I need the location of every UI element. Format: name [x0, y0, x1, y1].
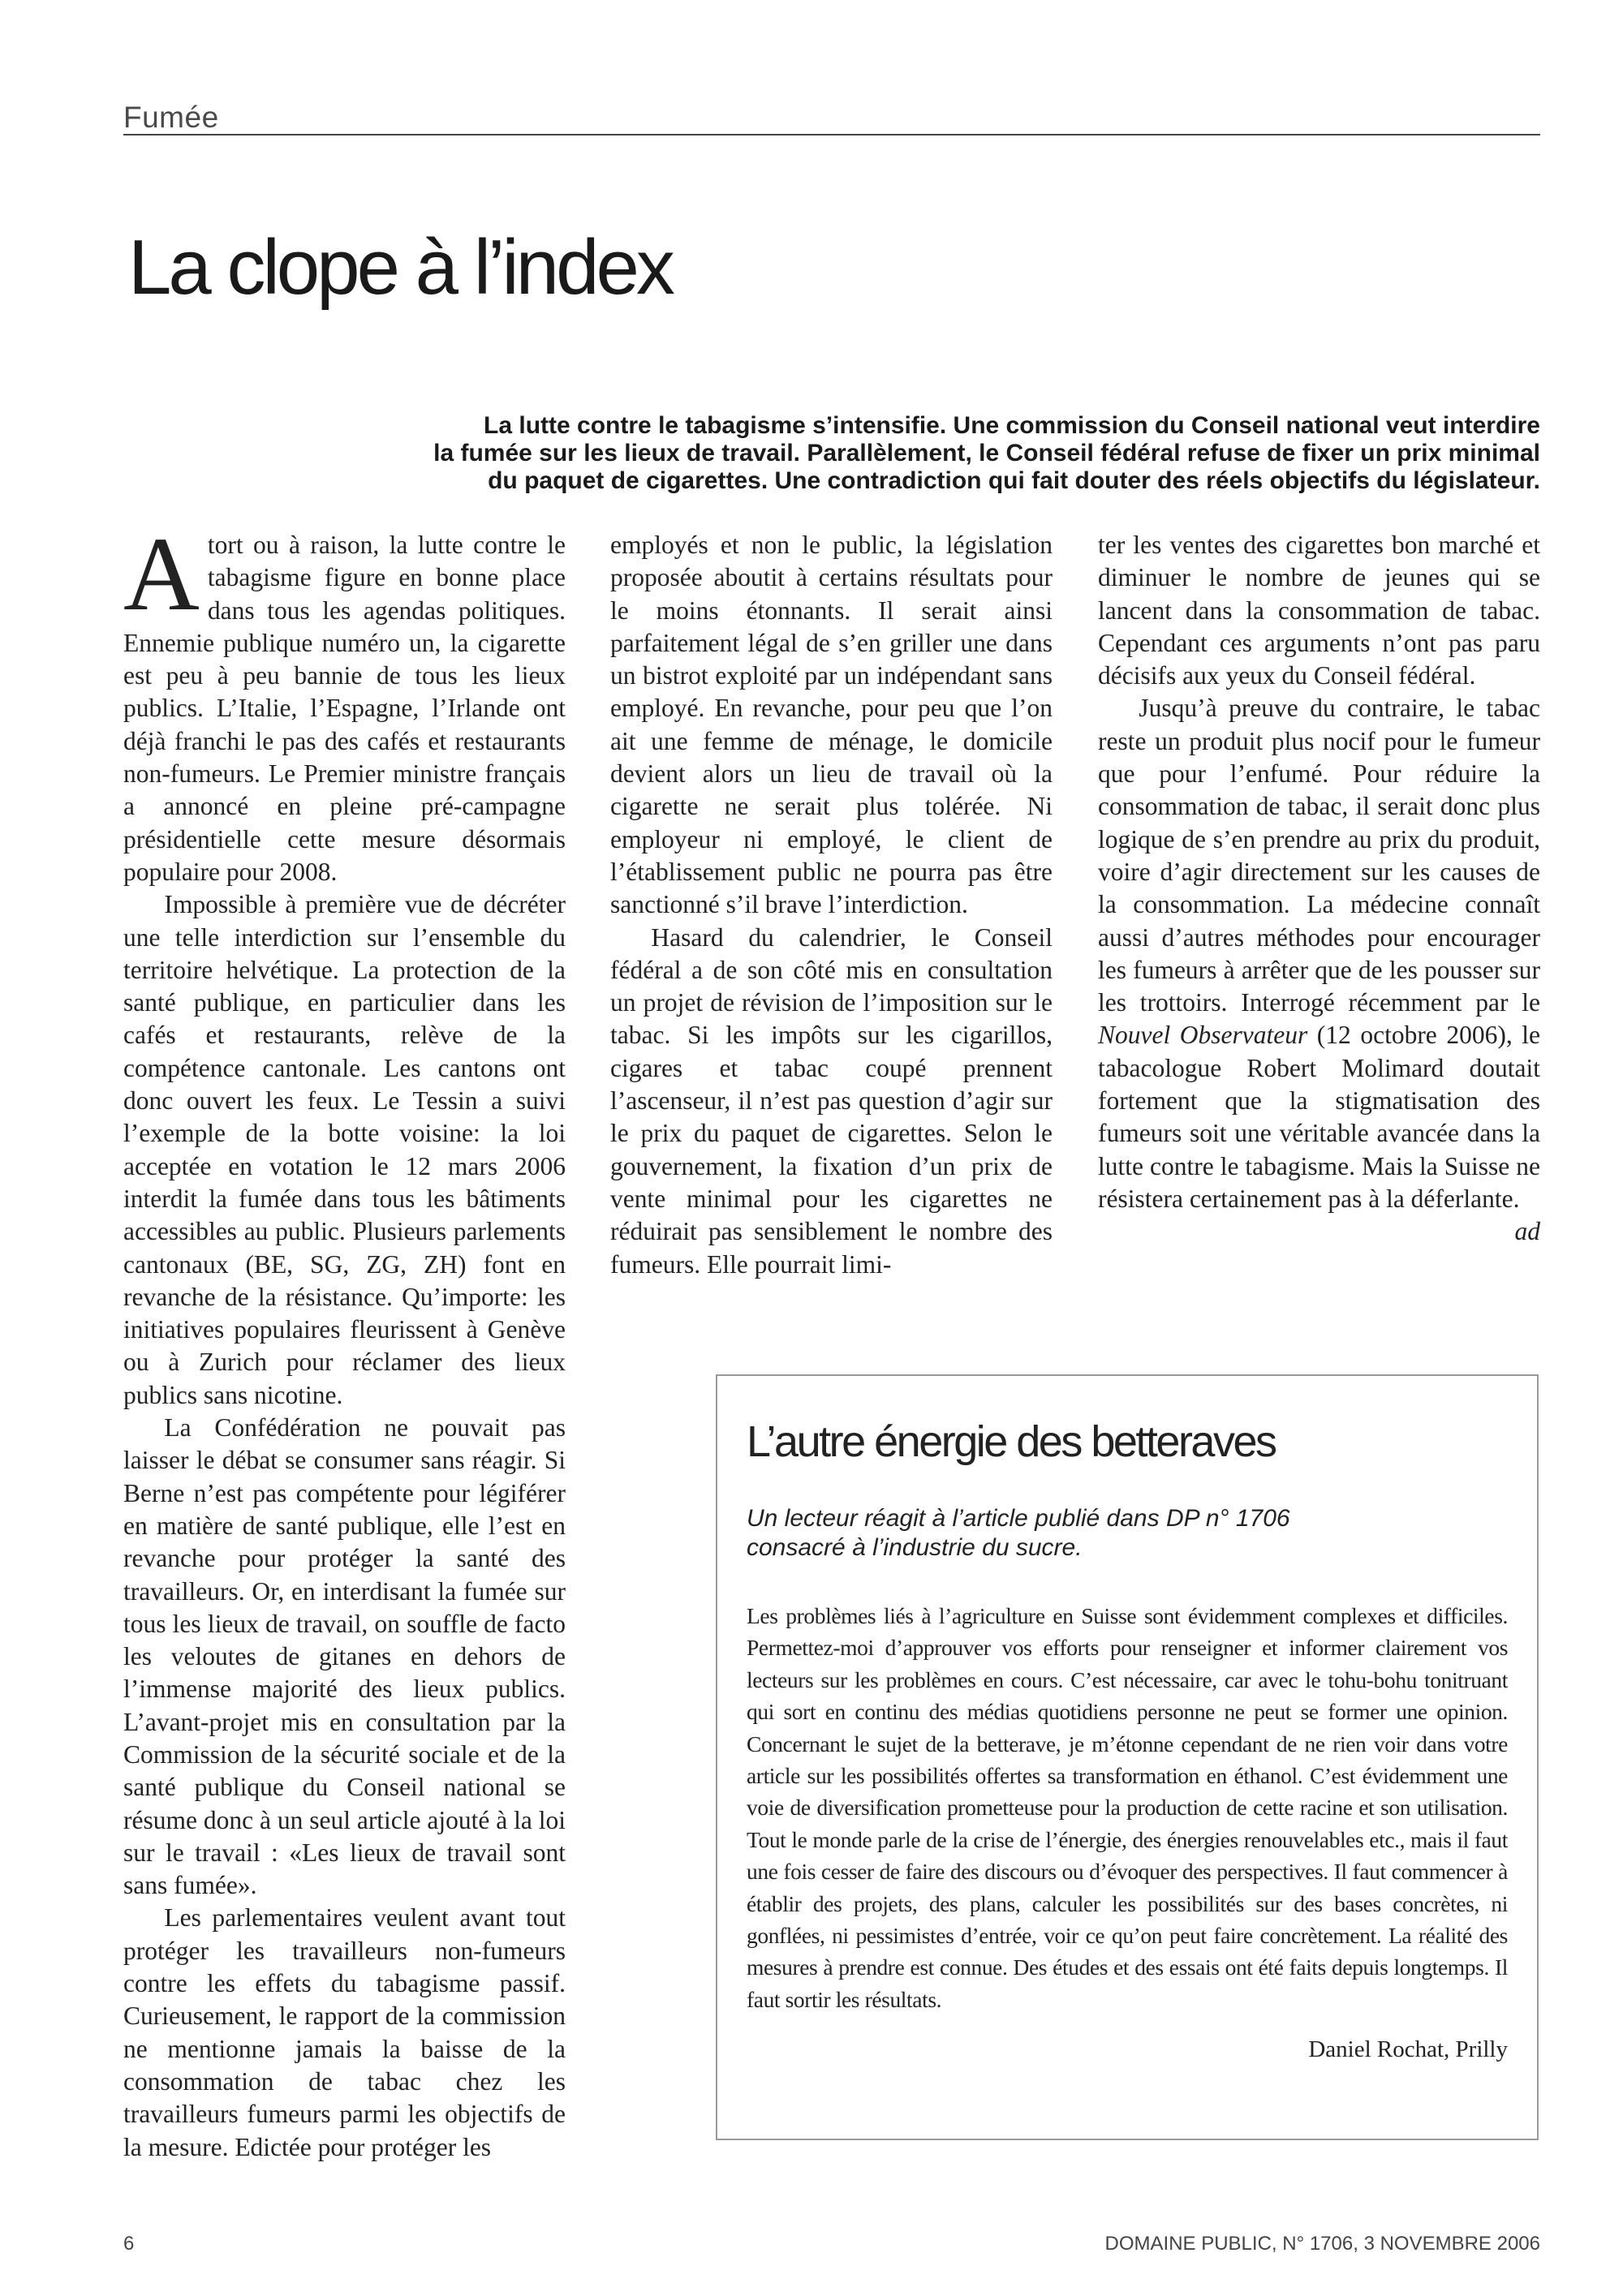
letter-title: L’autre énergie des betteraves [747, 1417, 1276, 1466]
drop-cap: A [123, 516, 200, 633]
article-lead-line: La lutte contre le tabagisme s’intensifie. Une commission du Conseil national veut interdire [484, 412, 1540, 439]
article-paragraph: La Confédération ne pouvait pas laisser le débat se consumer sans réagir. Si Berne n’est pas compétente pour légiférer en matière de santé publique, elle l’est en revanche pour protéger la santé des travailleurs. Or, en interdisant la fumée sur tous les lieux de travail, on souffle de facto les veloutes de gitanes en dehors de l’immense majorité des lieux publics. L’avant-projet mis en consultation par la Commission de la sécurité sociale et de la santé publique du Conseil national se résume donc à un seul article ajouté à la loi sur le travail : «Les lieux de travail sont sans fumée». [123, 1413, 566, 1900]
header-rule [123, 134, 1540, 135]
article-column-2 [610, 529, 1053, 1281]
page-number: 6 [123, 2233, 135, 2255]
article-paragraph [123, 516, 566, 888]
letter-lead-line: consacré à l’industrie du sucre. [747, 1534, 1083, 1561]
letter-signature: Daniel Rochat, Prilly [1308, 2036, 1508, 2063]
section-label: Fumée [123, 101, 219, 134]
source-publication: Nouvel Observateur [1098, 1021, 1308, 1050]
article-paragraph: ter les ventes des cigarettes bon marché et diminuer le nombre de jeunes qui se lancent dans la consommation de tabac. Cependant ces arguments n’ont pas paru décisifs aux yeux du Conseil fédéral. [1098, 531, 1540, 690]
article-title: La clope à l’index [128, 224, 672, 311]
article-column-3 [1098, 529, 1540, 1249]
article-column-1 [123, 516, 566, 2164]
article-paragraph [1098, 692, 1540, 1246]
article-paragraph: employés et non le public, la législation proposée aboutit à certains résultats pour le moins étonnants. Il serait ainsi parfaitement légal de s’en griller une dans un bistrot exploité par un indépendant sans employé. En revanche, pour peu que l’on ait une femme de ménage, le domicile devient alors un lieu de travail où la cigarette ne serait plus tolérée. Ni employeur ni employé, le client de l’établissement public ne pourra pas être sanctionné s’il brave l’interdiction. [610, 531, 1053, 919]
reader-letter-box [716, 1374, 1539, 2140]
article-paragraph-text: Jusqu’à preuve du contraire, le tabac reste un produit plus nocif pour le fumeur que pour l’enfumé. Pour réduire la consommation de tabac, il serait donc plus logique de s’en prendre au prix du produit, voire d’agir directement sur les causes de la consommation. La médecine connaît aussi d’autres méthodes pour encourager les fumeurs à arrêter que de les pousser sur les trottoirs. Interrogé récemment par le [1098, 694, 1540, 1017]
article-paragraph: Hasard du calendrier, le Conseil fédéral a de son côté mis en consultation un projet de révision de l’imposition sur le tabac. Si les impôts sur les cigarillos, cigares et tabac coupé prennent l’ascenseur, il n’est pas question d’agir sur le prix du paquet de cigarettes. Selon le gouvernement, la fixation d’un prix de vente minimal pour les cigarettes ne réduirait pas sensiblement le nombre des fumeurs. Elle pourrait limi- [610, 922, 1053, 1279]
letter-text: Les problèmes liés à l’agriculture en Suisse sont évidemment complexes et difficiles. Permettez-moi d’approuver vos efforts pour renseigner et informer clairement vos lecteurs sur les problèmes en cours. C’est nécessaire, car avec le tohu-bohu tonitruant qui sort en continu des médias quotidiens personne ne peut se former une opinion. Concernant le sujet de la betterave, je m’étonne cependant de ne rien voir dans votre article sur les possibilités offertes sa transformation en éthanol. C’est évidemment une voie de diversification prometteuse pour la production de cette racine et son utilisation. Tout le monde parle de la crise de l’énergie, des énergies renouvelables etc., mais il faut une fois cesser de faire des discours ou d’évoquer des perspectives. Il faut commencer à établir des projets, des plans, calculer les possibilités sur des bases concrètes, ni gonflées, ni pessimistes d’entrée, voir ce qu’on peut faire concrètement. La réalité des mesures à prendre est connue. Des études et des essais ont été faits depuis longtemps. Il faut sortir les résultats. [747, 1603, 1508, 2012]
author-signature: ad [1514, 1217, 1540, 1246]
letter-lead-line: Un lecteur réagit à l’article publié dans DP n° 1706 [747, 1505, 1290, 1532]
letter-lead [747, 1504, 1508, 1563]
article-lead [292, 412, 1540, 495]
article-paragraph-text: tort ou à raison, la lutte contre le tabagisme figure en bonne place dans tous les agendas politiques. Ennemie publique numéro un, la cigarette est peu à peu bannie de tous les lieux publics. L’Italie, l’Espagne, l’Irlande ont déjà franchi le pas des cafés et restaurants non-fumeurs. Le Premier ministre français a annoncé en pleine pré-campagne présidentielle cette mesure désormais populaire pour 2008. [123, 531, 566, 886]
article-lead-line: du paquet de cigarettes. Une contradiction qui fait douter des réels objectifs du législateur. [488, 467, 1540, 494]
publication-footer: DOMAINE PUBLIC, N° 1706, 3 NOVEMBRE 2006 [1104, 2233, 1540, 2255]
article-lead-line: la fumée sur les lieux de travail. Parallèlement, le Conseil fédéral refuse de fixer un prix minimal [433, 440, 1540, 467]
article-paragraph: Les parlementaires veulent avant tout protéger les travailleurs non-fumeurs contre les effets du tabagisme passif. Curieusement, le rapport de la commission ne mentionne jamais la baisse de la consommation de tabac chez les travailleurs fumeurs parmi les objectifs de la mesure. Edictée pour protéger les [123, 1903, 566, 2161]
article-paragraph-text: (12 octobre 2006), le tabacologue Robert Molimard doutait fortement que la stigmatisation des fumeurs soit une véritable avancée dans la lutte contre le tabagisme. Mais la Suisse ne résistera certainement pas à la déferlante. [1098, 1021, 1540, 1213]
article-paragraph: Impossible à première vue de décréter une telle interdiction sur l’ensemble du territoire helvétique. La protection de la santé publique, en particulier dans les cafés et restaurants, relève de la compétence cantonale. Les cantons ont donc ouvert les feux. Le Tessin a suivi l’exemple de la botte voisine: la loi acceptée en votation le 12 mars 2006 interdit la fumée dans tous les bâtiments accessibles au public. Plusieurs parlements cantonaux (BE, SG, ZG, ZH) font en revanche de la résistance. Qu’importe: les initiatives populaires fleurissent à Genève ou à Zurich pour réclamer des lieux publics sans nicotine. [123, 890, 566, 1409]
